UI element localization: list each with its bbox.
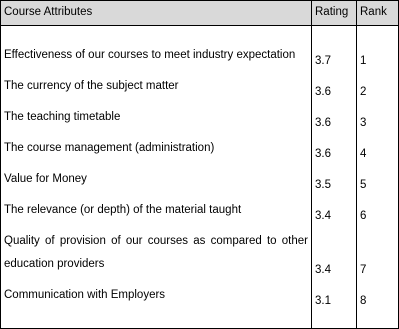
attribute-cell [1,168,312,199]
header-rank: Rank [357,1,399,26]
rating-cell: 3.7 [312,26,357,75]
rating-cell: 3.6 [312,106,357,137]
header-rating: Rating [312,1,357,26]
rank-cell: 5 [357,168,399,199]
rank-cell: 4 [357,137,399,168]
header-course-attributes: Course Attributes [1,1,312,26]
attribute-text: The relevance (or depth) of the material taught [4,203,242,216]
table-row [1,26,399,75]
table-row [1,230,399,284]
rank-cell: 1 [357,26,399,75]
attribute-cell [1,230,312,284]
table-header-row [1,1,399,26]
table-row [1,199,399,230]
spacer-cell [357,315,399,329]
attribute-cell [1,199,312,230]
rank-cell: 2 [357,75,399,106]
rating-cell: 3.6 [312,75,357,106]
attribute-cell [1,284,312,315]
rating-cell: 3.4 [312,199,357,230]
attribute-text: Quality of provision of our courses as compared to other education providers [4,234,308,270]
rank-cell: 3 [357,106,399,137]
rating-cell: 3.1 [312,284,357,315]
rank-cell: 7 [357,230,399,284]
rating-cell: 3.4 [312,230,357,284]
table-spacer-row [1,315,399,329]
attribute-text: Effectiveness of our courses to meet industry expectation [4,48,296,61]
rating-cell: 3.6 [312,137,357,168]
spacer-cell [312,315,357,329]
table-row [1,284,399,315]
attribute-text: Communication with Employers [4,288,166,301]
table-row [1,106,399,137]
attribute-text: The teaching timetable [4,110,121,123]
attribute-cell [1,26,312,75]
attribute-text: Value for Money [4,172,87,185]
attribute-cell [1,106,312,137]
attribute-cell [1,75,312,106]
rating-cell: 3.5 [312,168,357,199]
table-row [1,168,399,199]
rank-cell: 8 [357,284,399,315]
attribute-text: The course management (administration) [4,141,215,154]
table-row [1,137,399,168]
rank-cell: 6 [357,199,399,230]
attribute-cell [1,137,312,168]
spacer-cell [1,315,312,329]
table-row [1,75,399,106]
attribute-text: The currency of the subject matter [4,79,179,92]
